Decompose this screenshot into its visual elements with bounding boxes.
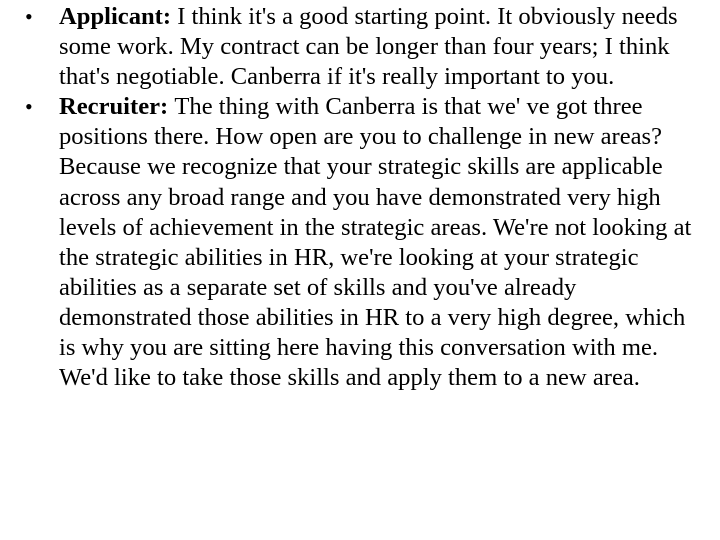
recruiter-statement: The thing with Canberra is that we' ve got three positions there. How open are you to challenge in new areas? Because we recognize that your strategic skills are applicable across any broad range and you have demonstrated very high levels of achievement in the strategic areas. We're not looking at the strategic abilities in HR, we're looking at your strategic abilities as a separate set of skills and you've already demonstrated those abilities in HR to a very high degree, which is why you are sitting here having this conversation with me. We'd like to take those skills and apply them to a new area.	[59, 93, 692, 392]
dialogue-list	[25, 2, 695, 393]
speaker-label-recruiter: Recruiter:	[59, 93, 175, 121]
applicant-statement: I think it's a good starting point. It obviously needs some work. My contract can be longer than four years; I think that's negotiable. Canberra if it's really important to you.	[59, 3, 678, 91]
list-item-applicant	[25, 2, 695, 92]
bullet-icon: •	[25, 94, 33, 120]
speaker-label-applicant: Applicant:	[59, 3, 178, 30]
list-item-recruiter	[25, 92, 695, 393]
bullet-icon: •	[25, 4, 33, 29]
